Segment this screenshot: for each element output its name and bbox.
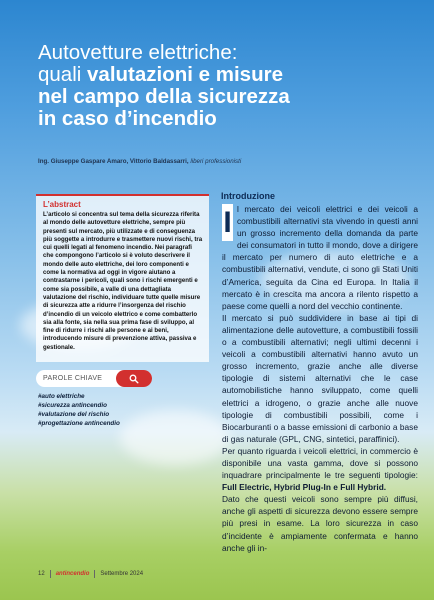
title-line-3: nel campo della sicurezza (38, 85, 290, 108)
paragraph-4: Dato che questi veicoli sono sempre più diffusi, anche gli aspetti di sicurezza devono essere sempre più presi in esame. La loro sicurezza in caso d’incidente è ampiamente confermata e hanno anche gli in- (222, 494, 418, 553)
keyword-tags (38, 392, 188, 428)
magazine-brand: antincendio (55, 571, 90, 577)
search-button[interactable] (116, 370, 152, 387)
keyword-tag[interactable]: #valutazione del rischio (38, 411, 110, 418)
keywords-label: PAROLE CHIAVE (43, 375, 103, 382)
abstract-heading: L’abstract (43, 200, 81, 209)
authors-line (38, 158, 428, 165)
keywords-search-bar[interactable] (36, 370, 152, 387)
paragraph-2: Il mercato si può suddividere in base ai tipi di alimentazione delle autovetture, a combustibili fossili o a combustibili alternativi; negli ultimi decenni i veicoli a combustibili alternativi hanno avuto un grosso incremento, grazie anche alle diverse tipologie di sistemi alternativi che le case automobilistiche hanno sviluppato, come quelli elettrici a idrogeno, o grazie anche alle nuove tipologie di combustibili possibili, come i Biocarburanti o a basse emissioni di carbonio a base di gas naturale (GPL, CNG, sintetici, paraffinici). (222, 312, 418, 444)
article-body (222, 203, 418, 553)
title-line-1: Autovetture elettriche: (38, 41, 238, 64)
article-title (38, 42, 418, 130)
search-icon (129, 374, 139, 384)
title-line-2-light: quali (38, 63, 82, 86)
issue-date: Settembre 2024 (100, 571, 144, 577)
title-line-4: in caso d’incendio (38, 107, 217, 130)
footer-divider (50, 570, 51, 578)
footer-divider (94, 570, 95, 578)
keyword-tag[interactable]: #sicurezza antincendio (38, 402, 107, 409)
keyword-tag[interactable]: #auto elettriche (38, 393, 85, 400)
abstract-text: L’articolo si concentra sul tema della sicurezza riferita al mondo delle autovetture elettriche, sempre più presenti sul mercato, più utilizzate e di conseguenza più soggette a introdurre e trasmettere nuovi rischi, tra cui quelli legati al fenomeno incendio. Nei paragrafi che compongono l’articolo si è voluto descrivere il mondo delle auto elettriche, dei loro componenti e come la normativa ad oggi in vigore aiutano a contrastarne i pericoli, quali sono i rischi emergenti e come sia possibile, a valle di una dettagliata valutazione del rischio, individuare tutte quelle misure di sicurezza atte a ridurre l’insorgenza del rischio d’incendio di un veicolo elettrico e come combatterlo sia alla fonte, sia nella sua prima fase di sviluppo, al fine di ridurre i rischi alle persone e ai beni, introducendo misure di prevenzione attiva, passiva e gestionale. (43, 211, 203, 351)
dropcap: I (223, 206, 232, 239)
paragraph-3 (222, 445, 418, 493)
paragraph-1 (222, 203, 418, 312)
keyword-tag[interactable]: #progettazione antincendio (38, 420, 120, 427)
paragraph-3-text: Per quanto riguarda i veicoli elettrici, in commercio è disponibile una vasta gamma, dove si possono inquadrare principalmente le tre seguenti tipologie: (222, 445, 418, 481)
author-names: Ing. Giuseppe Gaspare Amaro, Vittorio Baldassarri, (38, 158, 189, 165)
page-number: 12 (38, 571, 45, 577)
paragraph-1-text: l mercato dei veicoli elettrici e dei veicoli a combustibili alternativi sta vivendo in questi anni un grosso incremento della domanda da parte dei consumatori in tutto il mondo, dove a dirigere il mercato per numero di auto elettriche e a combustibili alternativi, vendute, ci sono gli Stati Uniti d’America, seguita da Cina ed Europa. In Italia il mercato è in crescita ma ancora a rilento rispetto a paese come quelli a nord del vecchio continente. (222, 204, 418, 311)
paragraph-3-bold: Full Electric, Hybrid Plug-In e Full Hybrid. (222, 482, 387, 493)
title-line-2-bold: valutazioni e misure (87, 63, 283, 86)
abstract-box (36, 194, 209, 362)
page-footer (38, 570, 143, 578)
author-role: liberi professionisti (190, 158, 242, 165)
introduction-heading: Introduzione (221, 191, 275, 201)
